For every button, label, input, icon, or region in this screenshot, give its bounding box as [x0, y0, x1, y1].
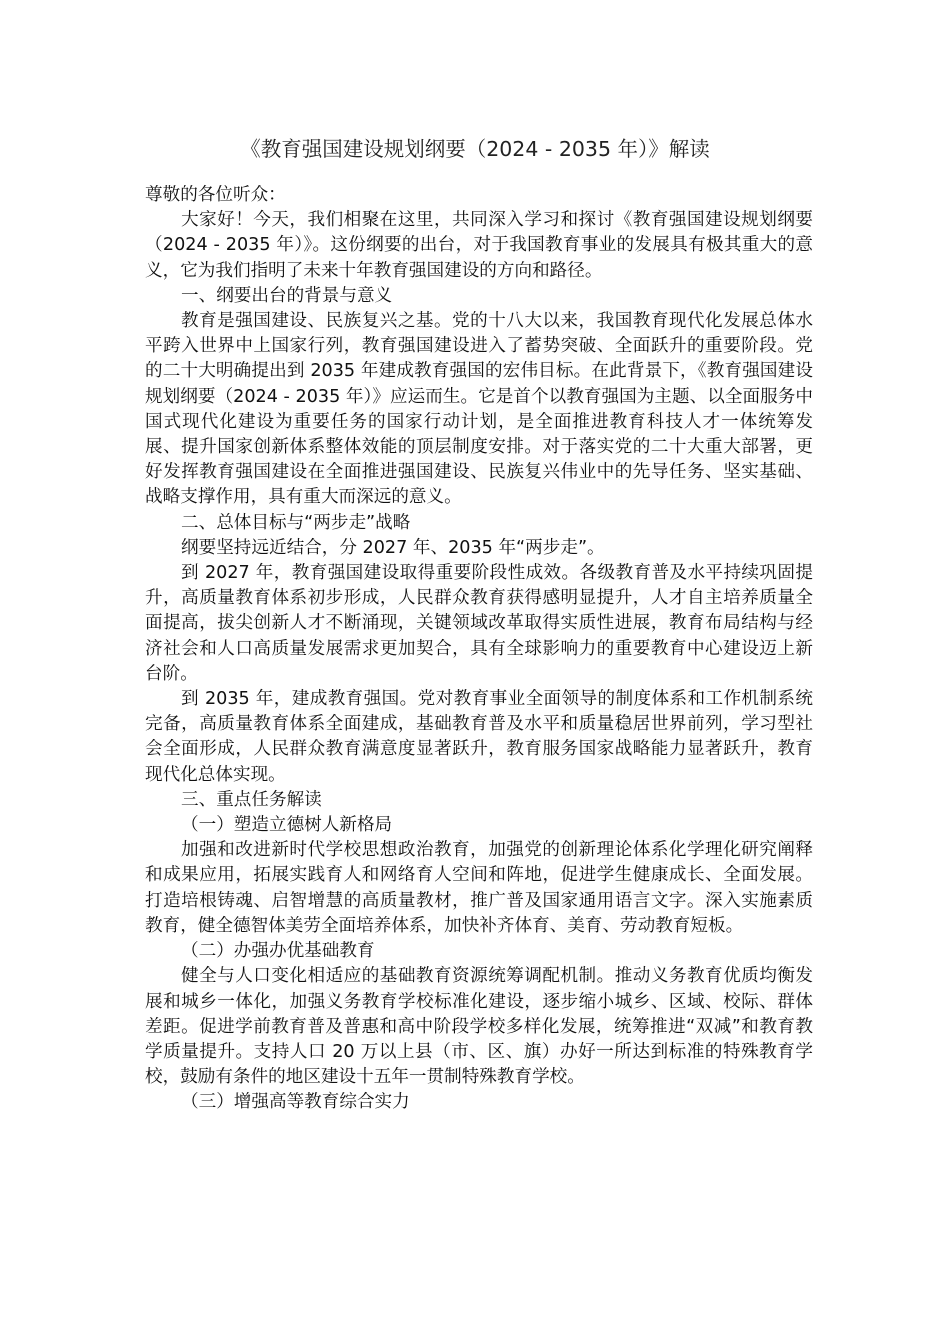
greeting: 尊敬的各位听众： [145, 185, 286, 205]
intro-paragraph: 大家好！今天，我们相聚在这里，共同深入学习和探讨《教育强国建设规划纲要（2024 - 2035 年）》。这份纲要的出台，对于我国教育事业的发展具有极其重大的意义，它为我们指明了未来十年教育强国建设的方向和路径。 [145, 210, 813, 281]
goal-2035-paragraph: 到 2035 年，建成教育强国。党对教育事业全面领导的制度体系和工作机制系统完备，高质量教育体系全面建成，基础教育普及水平和质量稳居世界前列，学习型社会全面形成，人民群众教育满意度显著跃升，教育服务国家战略能力显著跃升，教育现代化总体实现。 [145, 689, 813, 785]
task-1-heading: （一）塑造立德树人新格局 [181, 815, 393, 836]
section-3-heading: 三、重点任务解读 [181, 789, 322, 810]
document-title: 《教育强国建设规划纲要（2024 - 2035 年）》解读 [240, 137, 710, 161]
section-1-paragraph: 教育是强国建设、民族复兴之基。党的十八大以来，我国教育现代化发展总体水平跨入世界中上国家行列，教育强国建设进入了蓄势突破、全面跃升的重要阶段。党的二十大明确提出到 2035 年建成教育强国的宏伟目标。在此背景下，《教育强国建设规划纲要（2024 - 2035 年）》应运而生。它是首个以教育强国为主题、以全面服务中国式现代化建设为重要任务的国家行动计划，是全面推进教育科技人才一体统筹发展、提升国家创新体系整体效能的顶层制度安排。对于落实党的二十大重大部署，更好发挥教育强国建设在全面推进强国建设、民族复兴伟业中的先导任务、坚实基础、战略支撑作用，具有重大而深远的意义。 [145, 311, 813, 508]
task-2-paragraph: 健全与人口变化相适应的基础教育资源统筹调配机制。推动义务教育优质均衡发展和城乡一体化，加强义务教育学校标准化建设，逐步缩小城乡、区域、校际、群体差距。促进学前教育普及普惠和高中阶段学校多样化发展，统筹推进“双减”和教育教学质量提升。支持人口 20 万以上县（市、区、旗）办好一所达到标准的特殊教育学校，鼓励有条件的地区建设十五年一贯制特殊教育学校。 [145, 966, 813, 1088]
section-2-heading: 二、总体目标与“两步走”战略 [181, 512, 411, 533]
section-2-lead: 纲要坚持远近结合，分 2027 年、2035 年“两步走”。 [181, 537, 605, 558]
task-3-heading: （三）增强高等教育综合实力 [181, 1092, 410, 1113]
goal-2027-paragraph: 到 2027 年，教育强国建设取得重要阶段性成效。各级教育普及水平持续巩固提升，高质量教育体系初步形成，人民群众教育获得感明显提升，人才自主培养质量全面提高，拔尖创新人才不断涌现，关键领域改革取得实质性进展，教育布局结构与经济社会和人口高质量发展需求更加契合，具有全球影响力的重要教育中心建设迈上新台阶。 [145, 563, 813, 684]
task-2-heading: （二）办强办优基础教育 [181, 941, 375, 962]
task-1-paragraph: 加强和改进新时代学校思想政治教育，加强党的创新理论体系化学理化研究阐释和成果应用，拓展实践育人和网络育人空间和阵地，促进学生健康成长、全面发展。打造培根铸魂、启智增慧的高质量教材，推广普及国家通用语言文字。深入实施素质教育，健全德智体美劳全面培养体系，加快补齐体育、美育、劳动教育短板。 [145, 840, 813, 936]
document-body [145, 183, 813, 1116]
section-1-heading: 一、纲要出台的背景与意义 [181, 285, 393, 306]
